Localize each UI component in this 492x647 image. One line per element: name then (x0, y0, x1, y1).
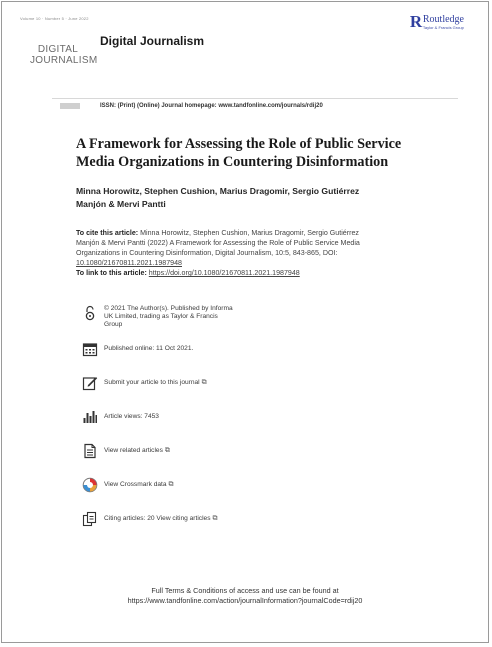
external-link-icon: ⧉ (201, 379, 207, 386)
footer-terms-url[interactable]: https://www.tandfonline.com/action/journalInformation?journalCode=rdij20 (127, 595, 363, 605)
cite-text-2: Manjón & Mervi Pantti (2022) A Framework for Assessing the Role of Public Service Media (76, 239, 360, 247)
cover-logo-line1: DIGITAL (37, 44, 79, 55)
crossmark-link[interactable]: View Crossmark data (104, 481, 167, 488)
authors-line-1: Minna Horowitz, Stephen Cushion, Marius Dragomir, Sergio Gutiérrez (76, 186, 360, 196)
issn-line[interactable]: ISSN: (Print) (Online) Journal homepage: www.tandfonline.com/journals/rdij20 (100, 103, 323, 109)
published-date: Published online: 11 Oct 2021. (104, 345, 194, 352)
authors-line-2: Manjón & Mervi Pantti (76, 199, 166, 209)
license-line-1: © 2021 The Author(s). Published by Informa (104, 305, 233, 312)
views-item (82, 409, 274, 425)
tf-small-logo-icon (60, 103, 80, 109)
cite-label: To cite this article: (76, 229, 139, 237)
citation-block (76, 228, 426, 268)
journal-cover-logo (30, 44, 98, 66)
cover-page (1, 1, 489, 643)
published-item (82, 341, 274, 357)
related-articles-link[interactable]: View related articles (104, 447, 163, 454)
document-icon (82, 443, 98, 459)
article-views: Article views: 7453 (104, 413, 159, 420)
cover-logo-line2: JOURNALISM (30, 55, 98, 66)
journal-name[interactable]: Digital Journalism (100, 34, 205, 48)
open-access-lock-icon (82, 305, 98, 321)
bar-chart-icon (82, 409, 98, 425)
title-line-1: A Framework for Assessing the Role of Public Service (76, 136, 402, 152)
cover-issue-text: Volume 10 · Number 5 · June 2022 (20, 16, 89, 21)
cite-text-3: Organizations in Countering Disinformation, Digital Journalism, 10:5, 843-865, DOI: (76, 249, 338, 257)
edit-icon (82, 375, 98, 391)
article-title (76, 135, 426, 171)
external-link-icon: ⧉ (212, 515, 218, 522)
title-line-2: Media Organizations in Countering Disinformation (76, 154, 389, 170)
article-doi-url[interactable]: https://doi.org/10.1080/21670811.2021.1987948 (148, 269, 300, 277)
link-label: To link to this article: (76, 269, 149, 277)
crossmark-item[interactable] (82, 477, 274, 493)
footer-line-1: Full Terms & Conditions of access and use can be found at (151, 586, 339, 595)
routledge-r-icon: R (409, 12, 423, 31)
license-line-3: Group (104, 321, 123, 328)
calendar-icon (82, 341, 98, 357)
license-item (82, 305, 274, 329)
publisher-logo[interactable] (410, 14, 464, 30)
cite-doi-link[interactable]: 10.1080/21670811.2021.1987948 (76, 259, 182, 267)
article-link-block (76, 268, 426, 278)
header-divider (52, 98, 458, 99)
citing-item[interactable] (82, 511, 274, 527)
crossmark-icon (82, 477, 98, 493)
external-link-icon: ⧉ (164, 447, 170, 454)
terms-footer (2, 586, 488, 605)
related-item[interactable] (82, 443, 274, 459)
submit-item[interactable] (82, 375, 274, 391)
external-link-icon: ⧉ (168, 481, 174, 488)
publisher-name: Routledge (422, 14, 464, 25)
submit-link[interactable]: Submit your article to this journal (104, 379, 200, 386)
cite-text-1: Minna Horowitz, Stephen Cushion, Marius Dragomir, Sergio Gutiérrez (138, 229, 359, 237)
publisher-subtitle: Taylor & Francis Group (422, 25, 464, 30)
article-authors (76, 185, 426, 211)
citing-articles-link[interactable]: Citing articles: 20 View citing articles (104, 515, 211, 522)
citing-articles-icon (82, 511, 98, 527)
license-line-2: UK Limited, trading as Taylor & Francis (104, 313, 218, 320)
